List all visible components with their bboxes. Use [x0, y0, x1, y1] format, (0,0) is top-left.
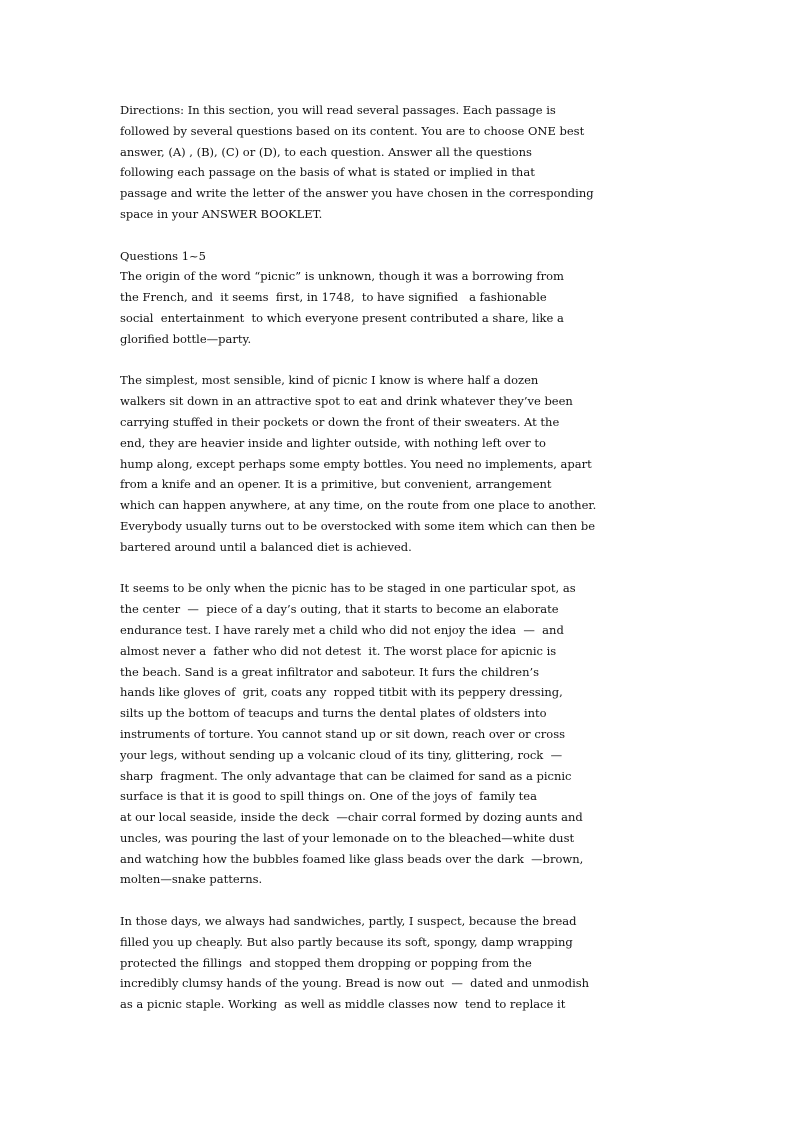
- text-line: as a picnic staple. Working as well as middle classes now tend to replace it: [120, 997, 566, 1012]
- passage-paragraph-4: [120, 911, 680, 1015]
- text-line: almost never a father who did not detest it. The worst place for apicnic is: [120, 643, 557, 658]
- text-line: at our local seaside, inside the deck —chair corral formed by dozing aunts and: [120, 810, 583, 825]
- text-line: the center — piece of a day’s outing, that it starts to become an elaborate: [120, 602, 559, 617]
- text-line: surface is that it is good to spill things on. One of the joys of family tea: [120, 789, 537, 804]
- document-body: [120, 100, 680, 1015]
- text-line: social entertainment to which everyone present contributed a share, like a: [120, 310, 564, 325]
- text-line: answer, (A) , (B), (C) or (D), to each question. Answer all the questions: [120, 144, 532, 159]
- text-line: It seems to be only when the picnic has to be staged in one particular spot, as: [120, 581, 576, 596]
- text-line: following each passage on the basis of what is stated or implied in that: [120, 165, 535, 180]
- text-line: followed by several questions based on its content. You are to choose ONE best: [120, 123, 585, 138]
- passage-paragraph-3: [120, 578, 680, 890]
- text-line: the French, and it seems first, in 1748, to have signified a fashionable: [120, 290, 547, 305]
- text-line: bartered around until a balanced diet is achieved.: [120, 539, 412, 554]
- text-line: space in your ANSWER BOOKLET.: [120, 206, 323, 221]
- paragraph-gap: [120, 890, 680, 911]
- text-line: from a knife and an opener. It is a primitive, but convenient, arrangement: [120, 477, 552, 492]
- questions-heading: Questions 1~5: [120, 248, 206, 263]
- text-line: uncles, was pouring the last of your lemonade on to the bleached—white dust: [120, 830, 575, 845]
- text-line: Everybody usually turns out to be overstocked with some item which can then be: [120, 518, 596, 533]
- text-line: walkers sit down in an attractive spot to eat and drink whatever they’ve been: [120, 394, 573, 409]
- paragraph-gap: [120, 558, 680, 579]
- paragraph-gap: [120, 350, 680, 371]
- text-line: In those days, we always had sandwiches, partly, I suspect, because the bread: [120, 914, 577, 929]
- text-line: filled you up cheaply. But also partly because its soft, spongy, damp wrapping: [120, 934, 573, 949]
- text-line: instruments of torture. You cannot stand up or sit down, reach over or cross: [120, 726, 566, 741]
- text-line: and watching how the bubbles foamed like glass beads over the dark —brown,: [120, 851, 584, 866]
- text-line: hands like gloves of grit, coats any ropped titbit with its peppery dressing,: [120, 685, 563, 700]
- text-line: glorified bottle—party.: [120, 331, 252, 346]
- text-line: endurance test. I have rarely met a child who did not enjoy the idea — and: [120, 622, 564, 637]
- text-line: which can happen anywhere, at any time, on the route from one place to another.: [120, 498, 597, 513]
- passage-paragraph-2: [120, 370, 680, 557]
- text-line: The simplest, most sensible, kind of picnic I know is where half a dozen: [120, 373, 539, 388]
- text-line: molten—snake patterns.: [120, 872, 263, 887]
- text-line: end, they are heavier inside and lighter outside, with nothing left over to: [120, 435, 546, 450]
- text-line: your legs, without sending up a volcanic cloud of its tiny, glittering, rock —: [120, 747, 563, 762]
- text-line: sharp fragment. The only advantage that can be claimed for sand as a picnic: [120, 768, 572, 783]
- text-line: silts up the bottom of teacups and turns the dental plates of oldsters into: [120, 706, 547, 721]
- directions-paragraph: [120, 100, 680, 225]
- text-line: passage and write the letter of the answer you have chosen in the corresponding: [120, 186, 594, 201]
- text-line: Directions: In this section, you will read several passages. Each passage is: [120, 103, 556, 117]
- paragraph-gap: [120, 225, 680, 246]
- passage-paragraph-1: [120, 266, 680, 349]
- text-line: protected the fillings and stopped them dropping or popping from the: [120, 955, 532, 970]
- text-line: the beach. Sand is a great infiltrator and saboteur. It furs the children’s: [120, 664, 540, 679]
- text-line: hump along, except perhaps some empty bottles. You need no implements, apart: [120, 456, 592, 471]
- text-line: carrying stuffed in their pockets or down the front of their sweaters. At the: [120, 414, 560, 429]
- text-line: incredibly clumsy hands of the young. Bread is now out — dated and unmodish: [120, 976, 590, 991]
- text-line: The origin of the word “picnic” is unknown, though it was a borrowing from: [120, 269, 564, 284]
